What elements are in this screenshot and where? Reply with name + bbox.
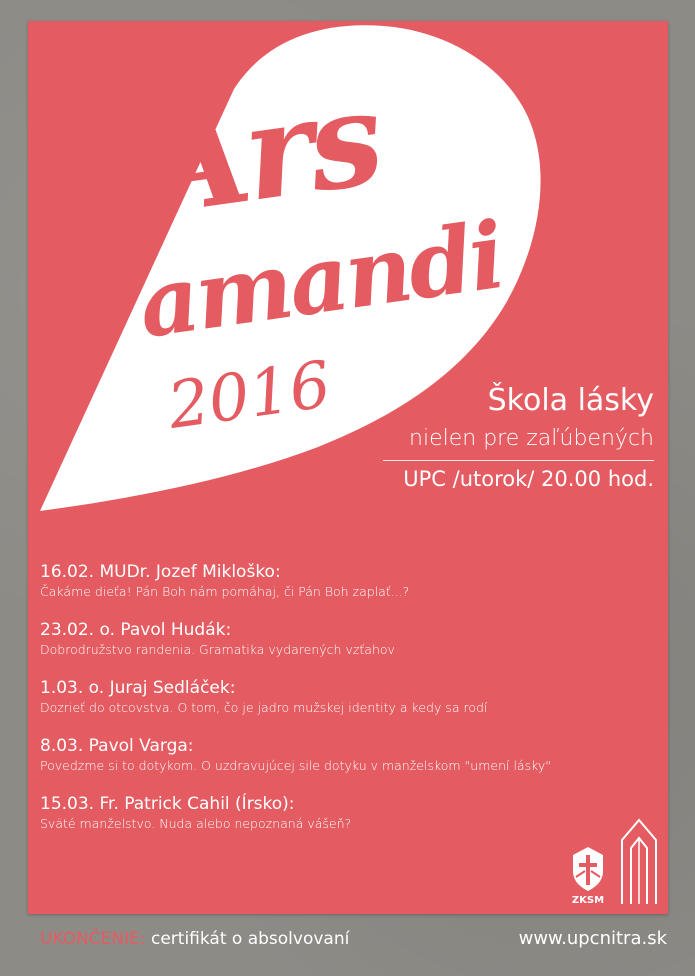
university-logo (619, 816, 659, 908)
zksm-logo-text: ZKSM (571, 895, 605, 906)
lecture-heading: 8.03. Pavol Varga: (40, 736, 194, 756)
zksm-logo (563, 841, 613, 911)
title-year: 2016 (163, 348, 336, 444)
title-amandi: amandi (132, 201, 509, 359)
title-ars: Ars (138, 60, 389, 245)
lecture-item (40, 677, 650, 717)
lecture-item (40, 561, 650, 601)
lecture-item (40, 619, 650, 659)
lecture-heading: 15.03. Fr. Patrick Cahil (Írsko): (40, 794, 295, 814)
lecture-heading: 16.02. MUDr. Jozef Mikloško: (40, 562, 281, 582)
lecture-topic: Povedzme si to dotykom. O uzdravujúcej sile dotyku v manželskom "umení lásky" (40, 758, 552, 773)
lecture-item (40, 735, 650, 775)
lecture-heading: 23.02. o. Pavol Hudák: (40, 620, 232, 640)
footer-url[interactable]: www.upcnitra.sk (518, 928, 667, 949)
lecture-topic: Čakáme dieťa! Pán Boh nám pomáhaj, či Pán Boh zaplať...? (40, 584, 410, 599)
footer-completion (40, 929, 349, 949)
lecture-topic: Dobrodružstvo randenia. Gramatika vydarených vzťahov (40, 642, 395, 657)
lecture-list (40, 561, 650, 851)
poster (28, 21, 668, 914)
tagline-when: UPC /utorok/ 20.00 hod. (403, 467, 654, 491)
footer-certificate: certifikát o absolvovaní (150, 929, 350, 949)
lecture-topic: Sväté manželstvo. Nuda alebo nepoznaná vášeň? (40, 816, 352, 831)
footer-label: UKONČENIE: (40, 929, 146, 949)
lecture-item (40, 793, 650, 833)
tagline-divider (383, 460, 654, 461)
tagline-main: Škola lásky (487, 383, 654, 418)
lecture-heading: 1.03. o. Juraj Sedláček: (40, 678, 236, 698)
tagline-sub: nielen pre zaľúbených (409, 426, 654, 451)
lecture-topic: Dozrieť do otcovstva. O tom, čo je jadro mužskej identity a kedy sa rodí (40, 700, 488, 715)
